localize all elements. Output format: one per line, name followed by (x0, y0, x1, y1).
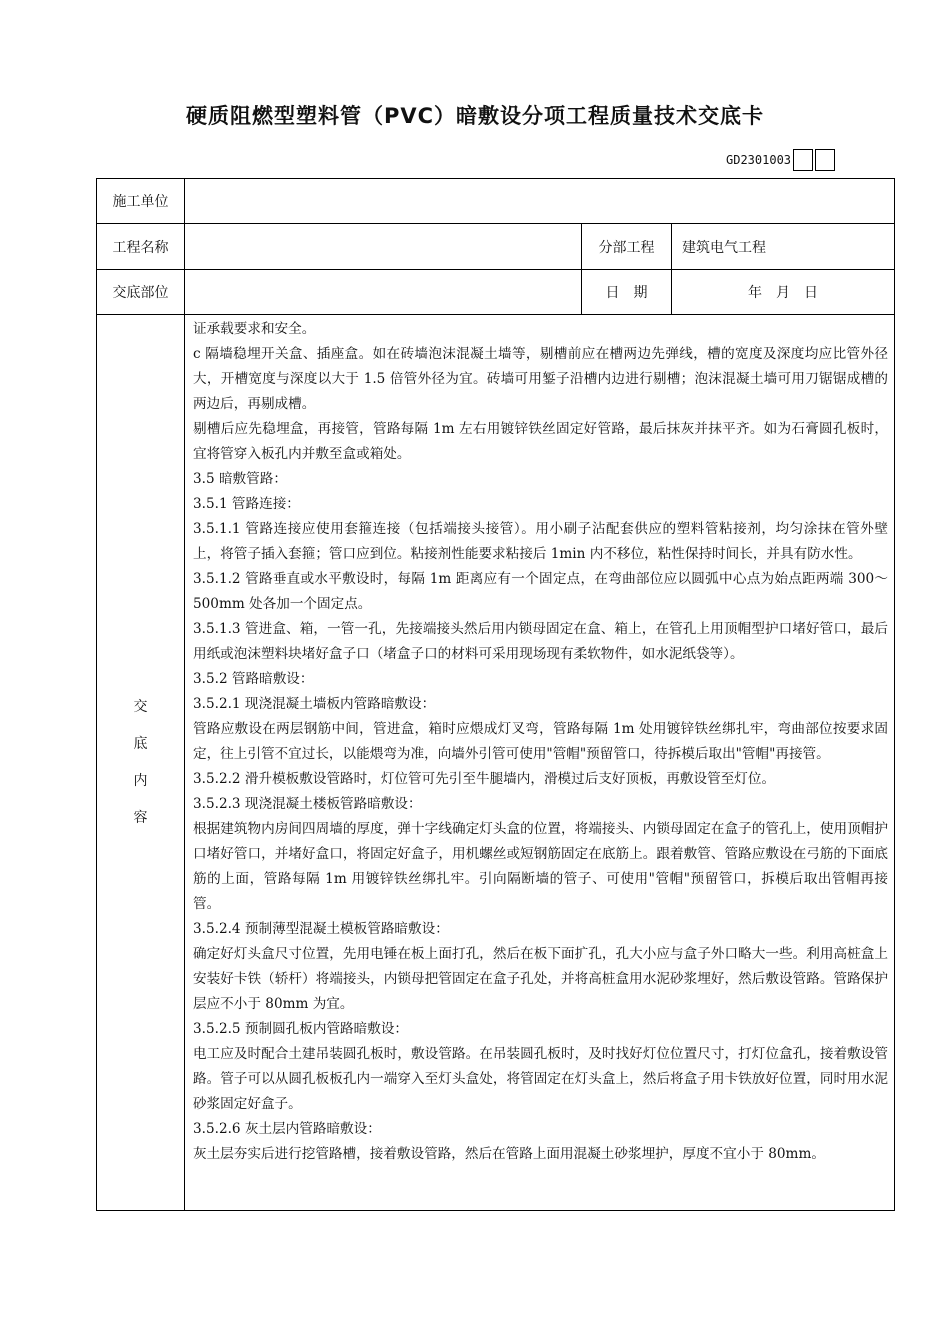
content-paragraph: 根据建筑物内房间四周墙的厚度，弹十字线确定灯头盒的位置，将端接头、内锁母固定在盒子的管孔上，使用顶帽护口堵好管口，并堵好盒口，将固定好盒子，用机螺丝或短钢筋固定在底筋上。跟着敷管、管路应敷设在弓筋的下面底筋的上面，管路每隔 1m 用镀锌铁丝绑扎牢。引向隔断墙的管子、可使用"管帽"预留管口，拆模后取出管帽再接管。 (193, 821, 889, 912)
handover-table (96, 178, 895, 1211)
construction-unit-label: 施工单位 (97, 179, 185, 224)
form-code-text: GD2301003 (726, 153, 792, 167)
row-handover (97, 270, 895, 315)
content-paragraph: 灰土层夯实后进行挖管路槽，接着敷设管路，然后在管路上面用混凝土砂浆埋护，厚度不宜小于 80mm。 (193, 1146, 825, 1162)
content-paragraph: 3.5.2.4 预制薄型混凝土模板管路暗敷设： (193, 921, 449, 937)
date-field[interactable]: 年 月 日 (672, 270, 895, 315)
side-char: 内 (133, 773, 148, 789)
content-paragraph: 3.5.2.5 预制圆孔板内管路暗敷设： (193, 1021, 409, 1037)
row-project (97, 224, 895, 270)
content-paragraph: 3.5.2 管路暗敷设： (193, 671, 314, 687)
content-paragraph: 确定好灯头盒尺寸位置，先用电锤在板上面打孔，然后在板下面扩孔，孔大小应与盒子外口略大一些。利用高桩盒上安装好卡铁（轿杆）将端接头，内锁母把管固定在盒子孔处，并将高桩盒用水泥砂浆埋好，然后敷设管路。管路保护层应不小于 80mm 为宜。 (193, 946, 889, 1012)
content-paragraph: 3.5.1.3 管进盒、箱，一管一孔，先接端接头然后用内锁母固定在盒、箱上，在管孔上用顶帽型护口堵好管口，最后用纸或泡沫塑料块堵好盒子口（堵盒子口的材料可采用现场现有柔软物件，如水泥纸袋等）。 (193, 621, 889, 662)
content-paragraph: 3.5.2.2 滑升模板敷设管路时，灯位管可先引至牛腿墙内，滑模过后支好顶板，再敷设管至灯位。 (193, 771, 776, 787)
side-char: 底 (133, 736, 148, 752)
code-box-2[interactable] (815, 149, 835, 171)
form-code (726, 148, 835, 172)
row-content (97, 315, 895, 1211)
content-paragraph: 剔槽后应先稳埋盒，再接管，管路每隔 1m 左右用镀锌铁丝固定好管路，最后抹灰并抹平齐。如为石膏圆孔板时，宜将管穿入板孔内并敷至盒或箱处。 (193, 421, 889, 462)
row-construction-unit (97, 179, 895, 224)
content-paragraph: c 隔墙稳埋开关盒、插座盒。如在砖墙泡沫混凝土墙等，剔槽前应在槽两边先弹线，槽的宽度及深度均应比管外径大，开槽宽度与深度以大于 1.5 倍管外径为宜。砖墙可用錾子沿槽内边进行剔槽；泡沫混凝土墙可用刀锯锯成槽的两边后，再剔成槽。 (193, 346, 889, 412)
date-label: 日 期 (582, 270, 672, 315)
content-paragraph: 3.5.1.1 管路连接应使用套箍连接（包括端接头接管）。用小刷子沾配套供应的塑料管粘接剂，均匀涂抹在管外壁上，将管子插入套箍；管口应到位。粘接剂性能要求粘接后 1min 内不移位，粘性保持时间长，并具有防水性。 (193, 521, 889, 562)
handover-part-field[interactable] (185, 270, 582, 315)
content-paragraph: 3.5.2.1 现浇混凝土墙板内管路暗敷设： (193, 696, 436, 712)
content-paragraph: 3.5.1 管路连接： (193, 496, 300, 512)
handover-part-label: 交底部位 (97, 270, 185, 315)
construction-unit-field[interactable] (185, 179, 895, 224)
project-name-field[interactable] (185, 224, 582, 270)
sub-project-label: 分部工程 (582, 224, 672, 270)
content-paragraph: 证承载要求和安全。 (193, 321, 316, 337)
content-paragraph: 3.5.1.2 管路垂直或水平敷设时，每隔 1m 距离应有一个固定点，在弯曲部位应以圆弧中心点为始点距两端 300～500mm 处各加一个固定点。 (193, 571, 889, 612)
content-paragraph: 3.5.2.3 现浇混凝土楼板管路暗敷设： (193, 796, 422, 812)
sub-project-field[interactable]: 建筑电气工程 (672, 224, 895, 270)
content-paragraph: 3.5.2.6 灰土层内管路暗敷设： (193, 1121, 381, 1137)
side-char: 交 (133, 699, 148, 715)
project-name-label: 工程名称 (97, 224, 185, 270)
content-paragraph: 电工应及时配合土建吊装圆孔板时，敷设管路。在吊装圆孔板时，及时找好灯位位置尺寸，打灯位盒孔，接着敷设管路。管子可以从圆孔板板孔内一端穿入至灯头盒处，将管固定在灯头盒上，然后将盒子用卡铁放好位置，同时用水泥砂浆固定好盒子。 (193, 1046, 889, 1112)
content-paragraph: 管路应敷设在两层钢筋中间，管进盒，箱时应煨成灯叉弯，管路每隔 1m 处用镀锌铁丝绑扎牢，弯曲部位按要求固定，往上引管不宜过长，以能煨弯为准，向墙外引管可使用"管帽"预留管口，待拆模后取出"管帽"再接管。 (193, 721, 889, 762)
side-label (97, 315, 185, 1211)
code-box-1[interactable] (793, 149, 813, 171)
side-char: 容 (133, 810, 148, 826)
page-title: 硬质阻燃型塑料管（PVC）暗敷设分项工程质量技术交底卡 (185, 104, 765, 128)
handover-content (185, 315, 895, 1211)
content-paragraph: 3.5 暗敷管路： (193, 471, 287, 487)
